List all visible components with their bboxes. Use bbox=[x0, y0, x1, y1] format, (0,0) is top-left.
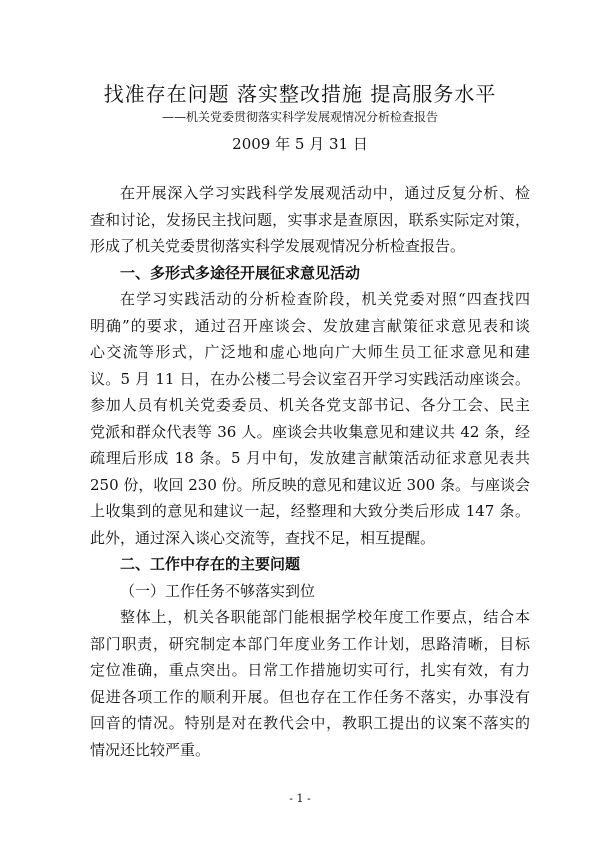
paragraph-line: 议。5 月 11 日，在办公楼二号会议室召开学习实践活动座谈会。 bbox=[90, 369, 530, 388]
document-body bbox=[90, 180, 530, 763]
paragraph-line: 情况还比较严重。 bbox=[90, 740, 211, 759]
paragraph-line: 查和讨论，发扬民主找问题，实事求是查原因，联系实际定对策， bbox=[90, 210, 530, 229]
paragraph-line: 部门职责，研究制定本部门年度业务工作计划，思路清晰，目标 bbox=[90, 634, 530, 653]
section-heading: 二、工作中存在的主要问题 bbox=[120, 555, 301, 573]
paragraph-line: 定位准确，重点突出。日常工作措施切实可行，扎实有效，有力 bbox=[90, 661, 530, 679]
document-date: 2009 年 5 月 31 日 bbox=[232, 135, 368, 153]
paragraph-line: 250 份，收回 230 份。所反映的意见和建议近 300 条。与座谈会 bbox=[90, 475, 530, 494]
paragraph-line: 明确”的要求，通过召开座谈会、发放建言献策征求意见表和谈 bbox=[90, 316, 530, 335]
paragraph-line: 此外，通过深入谈心交流等，查找不足，相互提醒。 bbox=[90, 528, 436, 547]
paragraph-line: 在开展深入学习实践科学发展观活动中，通过反复分析、检 bbox=[120, 184, 530, 202]
document-subtitle: ——机关党委贯彻落实科学发展观情况分析检查报告 bbox=[161, 110, 438, 124]
page-number: - 1 - bbox=[289, 792, 311, 805]
paragraph-line: 参加人员有机关党委委员、机关各党支部书记、各分工会、民主 bbox=[90, 396, 530, 414]
paragraph-line: 促进各项工作的顺利开展。但也存在工作任务不落实，办事没有 bbox=[90, 687, 530, 706]
paragraph-line: 回音的情况。特别是对在教代会中，教职工提出的议案不落实的 bbox=[90, 714, 530, 732]
paragraph-line: 形成了机关党委贯彻落实科学发展观情况分析检查报告。 bbox=[90, 237, 466, 255]
paragraph-line: 整体上，机关各职能部门能根据学校年度工作要点，结合本 bbox=[120, 608, 530, 626]
paragraph-line: 心交流等形式，广泛地和虚心地向广大师生员工征求意见和建 bbox=[90, 343, 530, 361]
section-heading: 一、多形式多途径开展征求意见活动 bbox=[120, 263, 361, 282]
paragraph-line: 党派和群众代表等 36 人。座谈会共收集意见和建议共 42 条，经 bbox=[90, 422, 530, 441]
document-title: 找准存在问题 落实整改措施 提高服务水平 bbox=[103, 82, 497, 106]
subsection-heading: （一）工作任务不够落实到位 bbox=[120, 581, 316, 600]
paragraph-line: 疏理后形成 18 条。5 月中旬，发放建言献策活动征求意见表共 bbox=[90, 449, 530, 467]
paragraph-line: 上收集到的意见和建议一起，经整理和大致分类后形成 147 条。 bbox=[90, 502, 530, 520]
paragraph-line: 在学习实践活动的分析检查阶段，机关党委对照“四查找四 bbox=[120, 290, 530, 308]
